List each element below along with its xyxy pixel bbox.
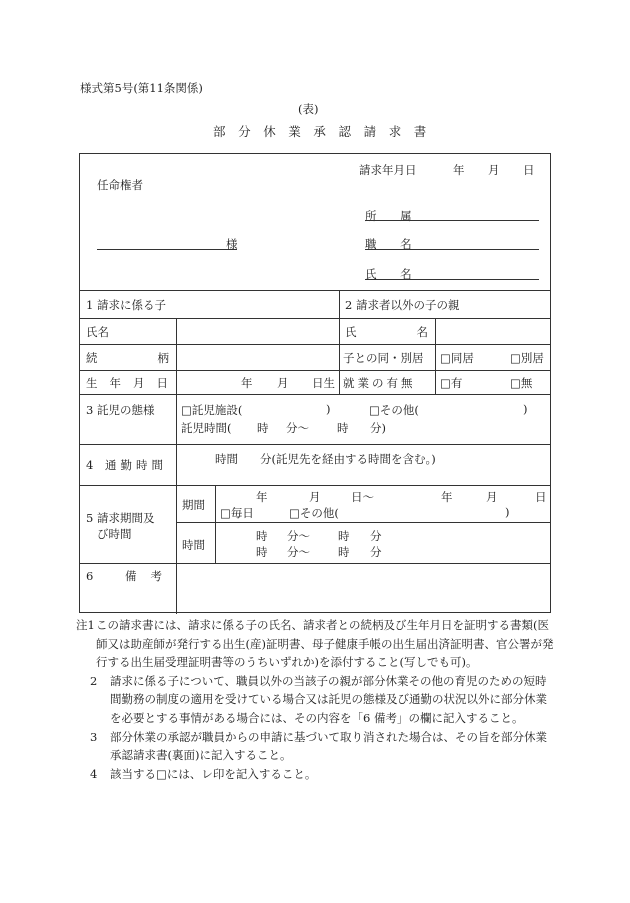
care-minute1-label: 分〜 <box>286 421 309 435</box>
time-minute-from-a2: 分〜 <box>287 545 310 559</box>
section1-heading: 1 請求に係る子 <box>86 298 166 312</box>
relation-label: 続柄 <box>86 351 229 365</box>
care-hour1-label: 時 <box>257 421 269 435</box>
period-month2-label: 月 <box>486 490 498 504</box>
period-day2-label: 日 <box>535 490 547 504</box>
time-minute-from-a1: 分〜 <box>287 529 310 543</box>
birth-day-label: 日生 <box>312 376 335 390</box>
section6-heading: 6 備考 <box>86 569 176 583</box>
care-other-close: ) <box>523 402 528 416</box>
period-year2-label: 年 <box>441 490 453 504</box>
child-name-label: 氏名 <box>86 325 109 339</box>
period-other-checkbox[interactable]: □その他( <box>289 506 339 520</box>
period-other-close: ) <box>505 505 510 519</box>
work-label: 就業の有無 <box>343 376 416 390</box>
note-item: 4 該当する□には、レ印を記入すること。 <box>90 766 317 781</box>
affiliation-label: 所 属 <box>365 209 422 223</box>
sama-label: 様 <box>226 237 238 251</box>
request-day-label: 日 <box>523 163 535 177</box>
appointer-name-field[interactable] <box>97 249 237 250</box>
note-item: 2 請求に係る子について、職員以外の当該子の親が部分休業その他の育児のための短時間勤務の制度の適用を受けている場合又は託児の態様及び通勤の状況以外に部分休業を必要とする事情がある場合には、その内容を「6 備考」の欄に記入すること。 <box>90 673 547 725</box>
time-label: 時間 <box>182 538 205 552</box>
care-time-label: 託児時間( <box>181 421 232 435</box>
commute-minutes-note: 分(託児先を経由する時間を含む。) <box>260 452 436 466</box>
time-hour-a2: 時 <box>256 545 268 559</box>
commute-hours-label: 時間 <box>215 452 238 466</box>
birth-month-label: 月 <box>277 376 289 390</box>
birth-year-label: 年 <box>241 376 253 390</box>
section4-heading: 4 通勤時間 <box>86 458 167 472</box>
front-side-label: (表) <box>298 102 319 116</box>
birth-label: 生年月日 <box>86 376 180 390</box>
period-label: 期間 <box>182 498 205 512</box>
appointer-label: 任命権者 <box>97 178 143 192</box>
facility-close: ) <box>326 402 331 416</box>
time-hour-a1: 時 <box>256 529 268 543</box>
section3-heading: 3 託児の態様 <box>86 403 155 417</box>
period-month-label: 月 <box>309 490 321 504</box>
period-day-from-label: 日〜 <box>351 490 374 504</box>
position-field[interactable] <box>365 249 539 250</box>
period-year-label: 年 <box>256 490 268 504</box>
time-hour-b1: 時 <box>338 529 350 543</box>
time-minute-b1: 分 <box>370 529 382 543</box>
cohabit-separate-checkbox[interactable]: □別居 <box>510 351 544 365</box>
form-frame <box>79 153 551 613</box>
affiliation-field[interactable] <box>365 220 539 221</box>
section5-heading-line1: 5 請求期間及 <box>86 511 155 525</box>
position-label: 職 名 <box>365 237 422 251</box>
parent-name-label: 氏名 <box>345 325 488 339</box>
time-minute-b2: 分 <box>370 545 382 559</box>
section2-heading: 2 請求者以外の子の親 <box>345 298 460 312</box>
request-year-label: 年 <box>453 163 465 177</box>
time-hour-b2: 時 <box>338 545 350 559</box>
request-month-label: 月 <box>488 163 500 177</box>
cohabit-same-checkbox[interactable]: □同居 <box>440 351 474 365</box>
care-other-checkbox[interactable]: □その他( <box>369 403 419 417</box>
remarks-field[interactable] <box>177 564 549 612</box>
request-date-label: 請求年月日 <box>359 163 417 177</box>
form-reference: 様式第5号(第11条関係) <box>80 81 203 95</box>
work-no-checkbox[interactable]: □無 <box>510 376 533 390</box>
care-hour2-label: 時 <box>337 421 349 435</box>
daily-checkbox[interactable]: □毎日 <box>220 506 254 520</box>
requester-name-field[interactable] <box>365 279 539 280</box>
work-yes-checkbox[interactable]: □有 <box>440 376 463 390</box>
note-item: 3 部分休業の承認が職員からの申請に基づいて取り消された場合は、その旨を部分休業承認請求書(裏面)に記入すること。 <box>90 729 547 763</box>
care-minute2-label: 分) <box>370 421 386 435</box>
facility-checkbox[interactable]: □託児施設( <box>181 403 243 417</box>
form-title: 部分休業承認請求書 <box>213 124 439 139</box>
requester-name-label: 氏 名 <box>365 267 422 281</box>
cohabit-label: 子との同・別居 <box>343 351 424 365</box>
note-item: 注1 この請求書には、請求に係る子の氏名、請求者との続柄及び生年月日を証明する書類(医師又は助産師が発行する出生(産)証明書、母子健康手帳の出生届出済証明書、官公署が発行する出生届受理証明書等のうちいずれか)を添付すること(写しでも可)。 <box>76 618 554 670</box>
notes <box>76 616 556 783</box>
section5-heading-line2: び時間 <box>97 527 132 541</box>
